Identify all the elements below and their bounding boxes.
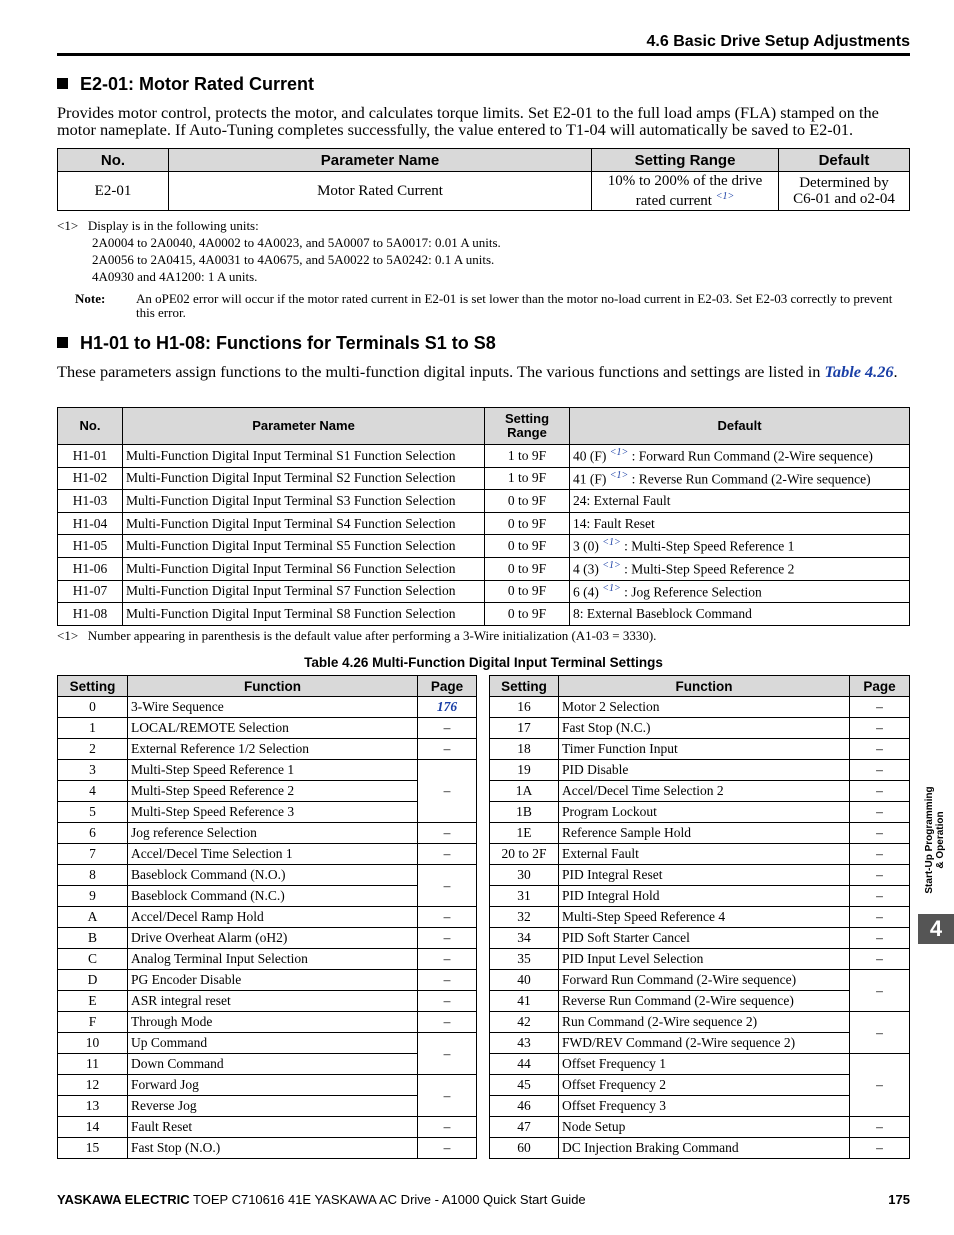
table-row — [490, 1138, 910, 1159]
cell-page: – — [418, 991, 477, 1012]
section-title: E2-01: Motor Rated Current — [80, 74, 315, 94]
table-caption: Table 4.26 Multi-Function Digital Input Terminal Settings — [304, 655, 663, 670]
cell-setting: 17 — [490, 718, 559, 739]
cell-range: 0 to 9F — [485, 512, 570, 535]
cell-function: Multi-Step Speed Reference 4 — [559, 907, 850, 928]
cell-no: H1-07 — [58, 580, 123, 603]
settings-table-left — [57, 675, 477, 1159]
cell-setting: 44 — [490, 1054, 559, 1075]
cell-page: – — [850, 802, 910, 823]
table-row — [58, 697, 477, 718]
col-header-no: No. — [58, 149, 169, 172]
table-row — [58, 865, 477, 886]
cell-setting: C — [58, 949, 128, 970]
table-row — [490, 802, 910, 823]
table-row — [58, 760, 477, 781]
cell-default: 41 (F) $^{<1>}$ : Reverse Run Command (2-Wire sequence) — [570, 467, 910, 490]
cell-setting: D — [58, 970, 128, 991]
table-row — [490, 781, 910, 802]
cell-setting: 8 — [58, 865, 128, 886]
table-row — [58, 445, 910, 468]
cell-setting: 15 — [58, 1138, 128, 1159]
cell-function: Program Lockout — [559, 802, 850, 823]
section1-body: Provides motor control, protects the motor, and calculates torque limits. Set E2-01 to the full load amps (FLA) stamped on the motor nameplate. If Auto-Tuning completes successfully, the value entered to T1-04 will automatically be saved to E2-01. — [57, 103, 879, 139]
cell-function: Reverse Run Command (2-Wire sequence) — [559, 991, 850, 1012]
cell-function: Motor 2 Selection — [559, 697, 850, 718]
table-row — [490, 949, 910, 970]
table-row — [58, 1117, 477, 1138]
table-row — [58, 580, 910, 603]
footnote-parenthesis: <1> Number appearing in parenthesis is the default value after performing a 3-Wire initialization (A1-03 = 3330). — [57, 628, 657, 643]
cell-setting: 9 — [58, 886, 128, 907]
table-row — [58, 1138, 477, 1159]
cell-setting: 13 — [58, 1096, 128, 1117]
cell-function: Reference Sample Hold — [559, 823, 850, 844]
cell-name: Multi-Function Digital Input Terminal S1 Function Selection — [123, 445, 485, 468]
cell-page: – — [850, 760, 910, 781]
cell-function: Reverse Jog — [128, 1096, 418, 1117]
table-row — [58, 512, 910, 535]
cell-function: External Fault — [559, 844, 850, 865]
cell-function: Drive Overheat Alarm (oH2) — [128, 928, 418, 949]
col-header-parameter-name: Parameter Name — [123, 408, 485, 445]
header-rule — [57, 53, 910, 56]
cell-page: – — [418, 844, 477, 865]
cell-page: – — [850, 1054, 910, 1117]
cell-setting: 1E — [490, 823, 559, 844]
cell-setting: 4 — [58, 781, 128, 802]
cell-setting: 1 — [58, 718, 128, 739]
col-header-setting: Setting — [58, 676, 128, 697]
cell-setting: 11 — [58, 1054, 128, 1075]
cell-setting: 41 — [490, 991, 559, 1012]
table-row — [490, 760, 910, 781]
cell-function: Fast Stop (N.O.) — [128, 1138, 418, 1159]
cell-function: LOCAL/REMOTE Selection — [128, 718, 418, 739]
section-heading-e2-01 — [57, 74, 314, 95]
cell-page: – — [850, 739, 910, 760]
table-row — [490, 1012, 910, 1033]
table-row — [58, 739, 477, 760]
cell-function: ASR integral reset — [128, 991, 418, 1012]
table-row — [58, 781, 477, 802]
cell-function: FWD/REV Command (2-Wire sequence 2) — [559, 1033, 850, 1054]
chapter-number-tab[interactable]: 4 — [918, 914, 954, 944]
cell-page: – — [418, 760, 477, 823]
cell-function: PID Soft Starter Cancel — [559, 928, 850, 949]
table-row — [490, 1054, 910, 1075]
cell-name: Multi-Function Digital Input Terminal S5 Function Selection — [123, 535, 485, 558]
e2-01-parameter-table — [57, 148, 910, 211]
table-row — [58, 172, 910, 211]
cell-name: Multi-Function Digital Input Terminal S7 Function Selection — [123, 580, 485, 603]
section2-body: These parameters assign functions to the multi-function digital inputs. The various functions and settings are listed in Table 4.26. — [57, 362, 898, 381]
table-row — [58, 886, 477, 907]
footnote-ref[interactable]: <1> — [609, 469, 629, 481]
cell-function: PID Disable — [559, 760, 850, 781]
cell-setting: 18 — [490, 739, 559, 760]
cell-page[interactable] — [418, 697, 477, 718]
table-row — [58, 490, 910, 513]
col-header-function: Function — [559, 676, 850, 697]
cell-page: – — [418, 1117, 477, 1138]
footnote-units: <1> Display is in the following units: 2A0004 to 2A0040, 4A0002 to 4A0023, and 5A0007 to 5A0017: 0.01 A units. 2A0056 to 2A0415, 4A0031 to 4A0675, and 5A0022 to 5A0242: 0.1 A units. 4A0930 and 4A1200: 1 A units. — [57, 218, 501, 284]
cell-function: PID Integral Reset — [559, 865, 850, 886]
cell-name: Multi-Function Digital Input Terminal S2 Function Selection — [123, 467, 485, 490]
cell-function: Through Mode — [128, 1012, 418, 1033]
cell-no: E2-01 — [58, 172, 169, 211]
cell-function: PID Integral Hold — [559, 886, 850, 907]
cell-default: 8: External Baseblock Command — [570, 603, 910, 626]
table-row — [58, 718, 477, 739]
cell-setting: 3 — [58, 760, 128, 781]
page-link[interactable]: 176 — [436, 699, 458, 714]
cell-setting: 32 — [490, 907, 559, 928]
cell-function: Fast Stop (N.C.) — [559, 718, 850, 739]
table-row — [490, 697, 910, 718]
cell-setting: 45 — [490, 1075, 559, 1096]
table-row — [490, 865, 910, 886]
table-row — [490, 718, 910, 739]
cell-function: Multi-Step Speed Reference 1 — [128, 760, 418, 781]
cell-page: – — [418, 970, 477, 991]
page-footer — [57, 1192, 910, 1207]
cell-setting: 42 — [490, 1012, 559, 1033]
table-row — [58, 535, 910, 558]
table-row — [490, 886, 910, 907]
cell-page: – — [418, 823, 477, 844]
cell-setting: 34 — [490, 928, 559, 949]
cell-function: PID Input Level Selection — [559, 949, 850, 970]
table-row — [58, 907, 477, 928]
cell-setting: B — [58, 928, 128, 949]
cell-name: Multi-Function Digital Input Terminal S8 Function Selection — [123, 603, 485, 626]
cell-default: 3 (0) $^{<1>}$ : Multi-Step Speed Reference 1 — [570, 535, 910, 558]
table-row — [58, 1012, 477, 1033]
cell-setting: 47 — [490, 1117, 559, 1138]
footnote-ref[interactable]: <1> — [602, 537, 621, 549]
section-title: H1-01 to H1-08: Functions for Terminals S1 to S8 — [80, 333, 496, 353]
cell-setting: 6 — [58, 823, 128, 844]
cell-setting: 10 — [58, 1033, 128, 1054]
cell-function: Accel/Decel Time Selection 1 — [128, 844, 418, 865]
cell-range: 0 to 9F — [485, 490, 570, 513]
cell-function: Node Setup — [559, 1117, 850, 1138]
cell-page: – — [418, 865, 477, 907]
cell-function: Forward Run Command (2-Wire sequence) — [559, 970, 850, 991]
cell-page: – — [850, 823, 910, 844]
cell-setting: 5 — [58, 802, 128, 823]
cell-no: H1-06 — [58, 557, 123, 580]
cell-setting: 20 to 2F — [490, 844, 559, 865]
cell-default: 40 (F) $^{<1>}$ : Forward Run Command (2-Wire sequence) — [570, 445, 910, 468]
cell-function: Accel/Decel Time Selection 2 — [559, 781, 850, 802]
cell-default: 6 (4) $^{<1>}$ : Jog Reference Selection — [570, 580, 910, 603]
cell-default: 14: Fault Reset — [570, 512, 910, 535]
table-row — [58, 844, 477, 865]
cell-function: Accel/Decel Ramp Hold — [128, 907, 418, 928]
col-header-parameter-name: Parameter Name — [169, 149, 592, 172]
cell-range: 0 to 9F — [485, 557, 570, 580]
cell-setting: 12 — [58, 1075, 128, 1096]
cell-setting: 2 — [58, 739, 128, 760]
col-header-function: Function — [128, 676, 418, 697]
table-row — [490, 907, 910, 928]
cell-no: H1-04 — [58, 512, 123, 535]
chapter-side-tab[interactable]: Start-Up Programming & Operation — [924, 786, 946, 894]
cell-function: DC Injection Braking Command — [559, 1138, 850, 1159]
cell-range: 0 to 9F — [485, 580, 570, 603]
cell-page: – — [850, 886, 910, 907]
cell-function: Baseblock Command (N.O.) — [128, 865, 418, 886]
cell-function: Run Command (2-Wire sequence 2) — [559, 1012, 850, 1033]
cell-function: Offset Frequency 3 — [559, 1096, 850, 1117]
cell-page: – — [850, 1012, 910, 1054]
cell-range: 0 to 9F — [485, 603, 570, 626]
table-row — [58, 1096, 477, 1117]
table-4-26-link[interactable]: Table 4.26 — [824, 362, 894, 381]
section-heading-h1 — [57, 333, 496, 354]
cell-page: – — [418, 739, 477, 760]
table-row — [58, 928, 477, 949]
cell-function: Timer Function Input — [559, 739, 850, 760]
table-row — [490, 928, 910, 949]
cell-function: Jog reference Selection — [128, 823, 418, 844]
col-header-setting: Setting — [490, 676, 559, 697]
cell-default: 24: External Fault — [570, 490, 910, 513]
table-row — [490, 823, 910, 844]
page-header: 4.6 Basic Drive Setup Adjustments — [646, 33, 910, 50]
footnote-ref[interactable]: <1> — [602, 582, 621, 594]
cell-function: Down Command — [128, 1054, 418, 1075]
table-row — [58, 823, 477, 844]
cell-page: – — [850, 1117, 910, 1138]
cell-function: Offset Frequency 1 — [559, 1054, 850, 1075]
cell-setting: 19 — [490, 760, 559, 781]
cell-page: – — [418, 718, 477, 739]
table-row — [490, 844, 910, 865]
cell-function: Analog Terminal Input Selection — [128, 949, 418, 970]
cell-function: Multi-Step Speed Reference 3 — [128, 802, 418, 823]
cell-function: Baseblock Command (N.C.) — [128, 886, 418, 907]
table-row — [58, 970, 477, 991]
cell-page: – — [850, 970, 910, 1012]
cell-setting: 16 — [490, 697, 559, 718]
cell-function: Fault Reset — [128, 1117, 418, 1138]
footer-doc: TOEP C710616 41E YASKAWA AC Drive - A1000 Quick Start Guide — [189, 1192, 586, 1207]
table-row — [58, 467, 910, 490]
cell-name: Multi-Function Digital Input Terminal S6 Function Selection — [123, 557, 485, 580]
cell-setting: 14 — [58, 1117, 128, 1138]
col-header-setting-range: Setting Range — [592, 149, 779, 172]
col-header-default: Default — [570, 408, 910, 445]
table-row — [58, 603, 910, 626]
col-header-no: No. — [58, 408, 123, 445]
cell-setting: 40 — [490, 970, 559, 991]
cell-setting: A — [58, 907, 128, 928]
square-bullet-icon — [57, 337, 68, 348]
col-header-page: Page — [850, 676, 910, 697]
cell-no: H1-01 — [58, 445, 123, 468]
cell-setting: F — [58, 1012, 128, 1033]
cell-default: 4 (3) $^{<1>}$ : Multi-Step Speed Reference 2 — [570, 557, 910, 580]
table-row — [490, 739, 910, 760]
col-header-setting-range: Setting Range — [485, 408, 570, 445]
table-row — [490, 1117, 910, 1138]
cell-function: Up Command — [128, 1033, 418, 1054]
cell-function: External Reference 1/2 Selection — [128, 739, 418, 760]
table-row — [58, 949, 477, 970]
cell-no: H1-02 — [58, 467, 123, 490]
table-row — [58, 991, 477, 1012]
cell-function: Forward Jog — [128, 1075, 418, 1096]
cell-page: – — [418, 907, 477, 928]
cell-setting: 7 — [58, 844, 128, 865]
cell-function: PG Encoder Disable — [128, 970, 418, 991]
cell-page: – — [850, 844, 910, 865]
cell-page: – — [850, 907, 910, 928]
cell-setting: 31 — [490, 886, 559, 907]
cell-function: Multi-Step Speed Reference 2 — [128, 781, 418, 802]
cell-range: 1 to 9F — [485, 445, 570, 468]
cell-page: – — [850, 928, 910, 949]
table-row — [58, 557, 910, 580]
cell-setting: 1B — [490, 802, 559, 823]
cell-setting: 46 — [490, 1096, 559, 1117]
cell-setting: 1A — [490, 781, 559, 802]
cell-page: – — [850, 718, 910, 739]
cell-page: – — [850, 781, 910, 802]
cell-page: – — [418, 949, 477, 970]
cell-range: 10% to 200% of the drive rated current $^{<1>}$ — [592, 172, 779, 211]
table-row — [58, 1054, 477, 1075]
footnote-ref[interactable]: <1> — [602, 560, 621, 572]
cell-default: Determined by C6-01 and o2-04 — [779, 172, 910, 211]
note-label: Note: — [75, 291, 106, 306]
cell-page: – — [850, 1138, 910, 1159]
col-header-default: Default — [779, 149, 910, 172]
cell-range: 0 to 9F — [485, 535, 570, 558]
table-row — [58, 802, 477, 823]
cell-no: H1-03 — [58, 490, 123, 513]
table-row — [490, 1096, 910, 1117]
table-row — [490, 991, 910, 1012]
cell-no: H1-05 — [58, 535, 123, 558]
footnote-ref[interactable]: <1> — [715, 191, 735, 202]
cell-page: – — [418, 1138, 477, 1159]
cell-page: – — [418, 1075, 477, 1117]
cell-page: – — [418, 1012, 477, 1033]
cell-page: – — [850, 949, 910, 970]
settings-table-right — [489, 675, 910, 1159]
table-row — [58, 1075, 477, 1096]
cell-setting: 30 — [490, 865, 559, 886]
cell-setting: 60 — [490, 1138, 559, 1159]
cell-function: 3-Wire Sequence — [128, 697, 418, 718]
square-bullet-icon — [57, 78, 68, 89]
col-header-page: Page — [418, 676, 477, 697]
cell-name: Multi-Function Digital Input Terminal S4 Function Selection — [123, 512, 485, 535]
footer-brand: YASKAWA ELECTRIC — [57, 1192, 190, 1207]
cell-name: Motor Rated Current — [169, 172, 592, 211]
h1-parameter-table — [57, 407, 910, 626]
cell-page: – — [418, 1033, 477, 1075]
table-row — [490, 1033, 910, 1054]
table-row — [490, 970, 910, 991]
cell-range: 1 to 9F — [485, 467, 570, 490]
cell-setting: 0 — [58, 697, 128, 718]
cell-page: – — [418, 928, 477, 949]
note-text: An oPE02 error will occur if the motor rated current in E2-01 is set lower than the motor no-load current in E2-03. Set E2-03 correctly to prevent this error. — [136, 291, 893, 320]
footnote-ref[interactable]: <1> — [609, 447, 629, 459]
table-row — [490, 1075, 910, 1096]
table-row — [58, 1033, 477, 1054]
cell-setting: E — [58, 991, 128, 1012]
cell-no: H1-08 — [58, 603, 123, 626]
cell-function: Offset Frequency 2 — [559, 1075, 850, 1096]
page-number: 175 — [888, 1192, 910, 1207]
cell-name: Multi-Function Digital Input Terminal S3 Function Selection — [123, 490, 485, 513]
cell-page: – — [850, 865, 910, 886]
cell-setting: 43 — [490, 1033, 559, 1054]
cell-page: – — [850, 697, 910, 718]
cell-setting: 35 — [490, 949, 559, 970]
